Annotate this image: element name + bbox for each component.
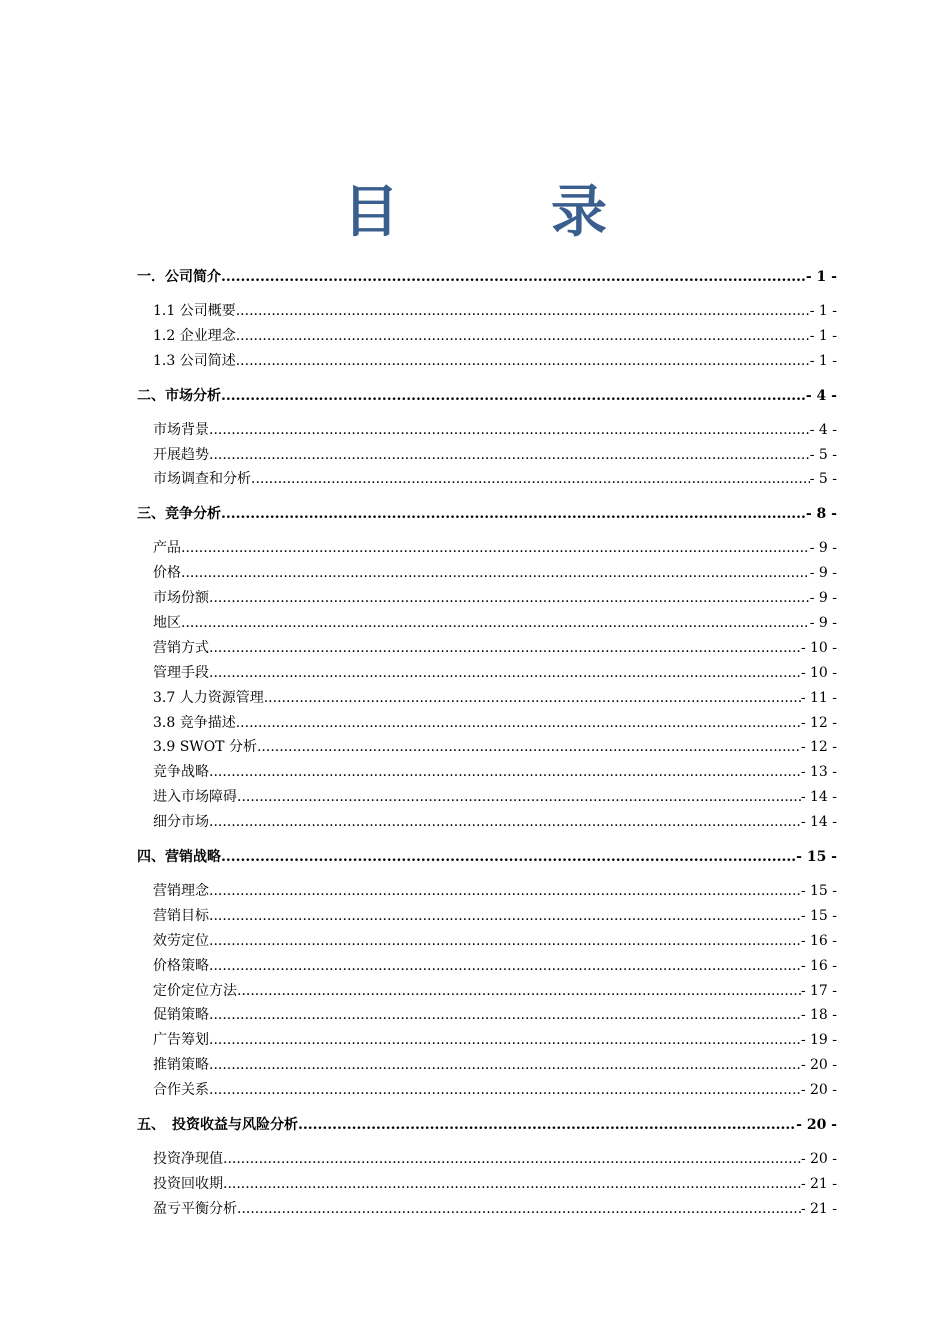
toc-subsection-entry-page-number: - 12 - <box>800 739 837 756</box>
dot-leader <box>209 904 801 929</box>
dot-leader <box>237 1197 801 1222</box>
toc-subsection-entry[interactable] <box>137 661 837 686</box>
toc-subsection-entry-page-number: - 15 - <box>800 883 837 900</box>
toc-subsection-entry-label: 1.3 公司简述 <box>153 352 236 369</box>
toc-subsection-entry-page-number: - 18 - <box>800 1007 837 1024</box>
dot-leader <box>221 384 806 408</box>
dot-leader <box>236 349 810 374</box>
toc-section-entry[interactable] <box>137 265 837 289</box>
toc-subsection-entry-page-number: - 5 - <box>809 446 837 463</box>
toc-subsection-entry-page-number: - 19 - <box>800 1032 837 1049</box>
dot-leader <box>181 536 810 561</box>
toc-subsection-entry[interactable] <box>137 1078 837 1103</box>
toc-subsection-entry[interactable] <box>137 299 837 324</box>
toc-subsection-entry[interactable] <box>137 904 837 929</box>
toc-subsection-entry-page-number: - 9 - <box>809 590 837 607</box>
toc-section-entry-page-number: - 15 - <box>796 849 837 866</box>
toc-subsection-entry-label: 3.8 竞争描述 <box>153 714 236 731</box>
toc-subsection-entry-label: 推销策略 <box>153 1057 209 1074</box>
toc-subsection-entry-page-number: - 9 - <box>809 615 837 632</box>
toc-subsection-entry-label: 地区 <box>153 615 181 632</box>
toc-subsection-entry[interactable] <box>137 954 837 979</box>
dot-leader <box>209 810 801 835</box>
toc-subsection-entry-page-number: - 1 - <box>809 327 837 344</box>
toc-subsection-entry-label: 效劳定位 <box>153 932 209 949</box>
toc-subsection-entry[interactable] <box>137 711 837 736</box>
toc-subsection-entry[interactable] <box>137 349 837 374</box>
toc-subsection-entry[interactable] <box>137 810 837 835</box>
toc-subsection-entry[interactable] <box>137 735 837 760</box>
dot-leader <box>236 324 810 349</box>
toc-subsection-entry-label: 盈亏平衡分析 <box>153 1200 237 1217</box>
toc-subsection-entry-page-number: - 12 - <box>800 714 837 731</box>
toc-subsection-entry[interactable] <box>137 467 837 492</box>
toc-section-entry-page-number: - 20 - <box>796 1117 837 1134</box>
toc-subsection-entry-label: 投资回收期 <box>153 1175 223 1192</box>
dot-leader <box>209 586 810 611</box>
toc-subsection-entry-page-number: - 11 - <box>800 689 837 706</box>
dot-leader <box>209 1078 801 1103</box>
dot-leader <box>236 711 801 736</box>
dot-leader <box>257 735 801 760</box>
toc-section-entry[interactable] <box>137 502 837 526</box>
toc-subsection-entry-page-number: - 20 - <box>800 1151 837 1168</box>
dot-leader <box>221 845 796 869</box>
toc-subsection-entry-page-number: - 13 - <box>800 764 837 781</box>
dot-leader <box>223 1172 801 1197</box>
dot-leader <box>209 1053 801 1078</box>
toc-subsection-entry-page-number: - 9 - <box>809 565 837 582</box>
toc-subsection-entry-page-number: - 10 - <box>800 639 837 656</box>
toc-section-entry[interactable] <box>137 384 837 408</box>
toc-subsection-entry[interactable] <box>137 443 837 468</box>
toc-subsection-entry-label: 营销方式 <box>153 639 209 656</box>
dot-leader <box>221 265 806 289</box>
dot-leader <box>209 879 801 904</box>
toc-subsection-entry-page-number: - 20 - <box>800 1082 837 1099</box>
dot-leader <box>251 467 810 492</box>
toc-subsection-entry-page-number: - 14 - <box>800 789 837 806</box>
dot-leader <box>209 636 801 661</box>
toc-subsection-entry-page-number: - 5 - <box>809 471 837 488</box>
dot-leader <box>209 929 801 954</box>
toc-section-entry-label: 四、营销战略 <box>137 849 221 866</box>
toc-subsection-entry-label: 3.9 SWOT 分析 <box>153 739 257 756</box>
toc-subsection-entry-page-number: - 17 - <box>800 982 837 999</box>
toc-subsection-entry-label: 定价定位方法 <box>153 982 237 999</box>
dot-leader <box>298 1113 796 1137</box>
toc-subsection-entry-label: 进入市场障碍 <box>153 789 237 806</box>
toc-subsection-entry-page-number: - 9 - <box>809 540 837 557</box>
toc-subsection-entry[interactable] <box>137 1053 837 1078</box>
toc-subsection-entry-page-number: - 20 - <box>800 1057 837 1074</box>
toc-section-entry-page-number: - 8 - <box>805 506 837 523</box>
toc-subsection-entry[interactable] <box>137 760 837 785</box>
toc-subsection-entry[interactable] <box>137 324 837 349</box>
dot-leader <box>209 443 810 468</box>
toc-section-entry-label: 二、市场分析 <box>137 387 221 404</box>
dot-leader <box>181 611 810 636</box>
toc-section-entry-label: 五、 投资收益与风险分析 <box>137 1117 298 1134</box>
toc-subsection-entry-label: 促销策略 <box>153 1007 209 1024</box>
toc-subsection-entry-page-number: - 16 - <box>800 932 837 949</box>
toc-subsection-entry[interactable] <box>137 1172 837 1197</box>
dot-leader <box>209 661 801 686</box>
dot-leader <box>209 1003 801 1028</box>
toc-subsection-entry[interactable] <box>137 1197 837 1222</box>
toc-subsection-entry[interactable] <box>137 979 837 1004</box>
dot-leader <box>237 979 801 1004</box>
dot-leader <box>209 418 810 443</box>
toc-section-entry-page-number: - 4 - <box>805 387 837 404</box>
toc-subsection-entry[interactable] <box>137 929 837 954</box>
dot-leader <box>223 1147 801 1172</box>
toc-subsection-entry[interactable] <box>137 536 837 561</box>
dot-leader <box>181 561 810 586</box>
toc-subsection-entry[interactable] <box>137 636 837 661</box>
toc-subsection-entry-page-number: - 1 - <box>809 352 837 369</box>
toc-subsection-entry-label: 营销目标 <box>153 907 209 924</box>
toc-subsection-entry[interactable] <box>137 586 837 611</box>
toc-subsection-entry-page-number: - 10 - <box>800 664 837 681</box>
toc-subsection-entry-label: 投资净现值 <box>153 1151 223 1168</box>
toc-subsection-entry-page-number: - 21 - <box>800 1200 837 1217</box>
toc-subsection-entry[interactable] <box>137 785 837 810</box>
toc-subsection-entry-page-number: - 21 - <box>800 1175 837 1192</box>
toc-subsection-entry-page-number: - 16 - <box>800 957 837 974</box>
toc-subsection-entry[interactable] <box>137 611 837 636</box>
toc-subsection-entry[interactable] <box>137 1147 837 1172</box>
toc-subsection-entry[interactable] <box>137 879 837 904</box>
toc-subsection-entry-label: 营销理念 <box>153 883 209 900</box>
toc-subsection-entry-label: 市场背景 <box>153 421 209 438</box>
dot-leader <box>236 299 810 324</box>
toc-subsection-entry[interactable] <box>137 418 837 443</box>
toc-subsection-entry-page-number: - 4 - <box>809 421 837 438</box>
toc-section-entry[interactable] <box>137 845 837 869</box>
toc-section-entry-page-number: - 1 - <box>805 269 837 285</box>
toc-subsection-entry-label: 产品 <box>153 540 181 557</box>
toc-subsection-entry-label: 细分市场 <box>153 814 209 831</box>
dot-leader <box>209 1028 801 1053</box>
toc-subsection-entry-label: 1.2 企业理念 <box>153 327 236 344</box>
toc-subsection-entry-page-number: - 15 - <box>800 907 837 924</box>
dot-leader <box>237 785 801 810</box>
dot-leader <box>209 760 801 785</box>
toc-subsection-entry-page-number: - 14 - <box>800 814 837 831</box>
toc-subsection-entry-label: 3.7 人力资源管理 <box>153 689 264 706</box>
toc-section-entry-label: 三、竞争分析 <box>137 506 221 523</box>
toc-subsection-entry[interactable] <box>137 561 837 586</box>
toc-subsection-entry-label: 市场份额 <box>153 590 209 607</box>
toc-subsection-entry-label: 管理手段 <box>153 664 209 681</box>
toc-subsection-entry-label: 价格 <box>153 565 181 582</box>
page-title: 目 录 <box>343 179 655 245</box>
dot-leader <box>221 502 806 526</box>
toc-subsection-entry-label: 市场调查和分析 <box>153 471 251 488</box>
toc-section-entry[interactable] <box>137 1113 837 1137</box>
toc-subsection-entry-label: 广告筹划 <box>153 1032 209 1049</box>
table-of-contents <box>137 265 837 1222</box>
toc-subsection-entry-page-number: - 1 - <box>809 303 837 319</box>
toc-subsection-entry-label: 价格策略 <box>153 957 209 974</box>
toc-subsection-entry[interactable] <box>137 1028 837 1053</box>
dot-leader <box>209 954 801 979</box>
toc-section-entry-label: 一．公司简介 <box>137 269 221 285</box>
toc-subsection-entry-label: 开展趋势 <box>153 446 209 463</box>
toc-subsection-entry-label: 1.1 公司概要 <box>153 303 236 319</box>
toc-subsection-entry[interactable] <box>137 1003 837 1028</box>
toc-subsection-entry-label: 合作关系 <box>153 1082 209 1099</box>
toc-subsection-entry-label: 竞争战略 <box>153 764 209 781</box>
dot-leader <box>264 686 801 711</box>
toc-subsection-entry[interactable] <box>137 686 837 711</box>
